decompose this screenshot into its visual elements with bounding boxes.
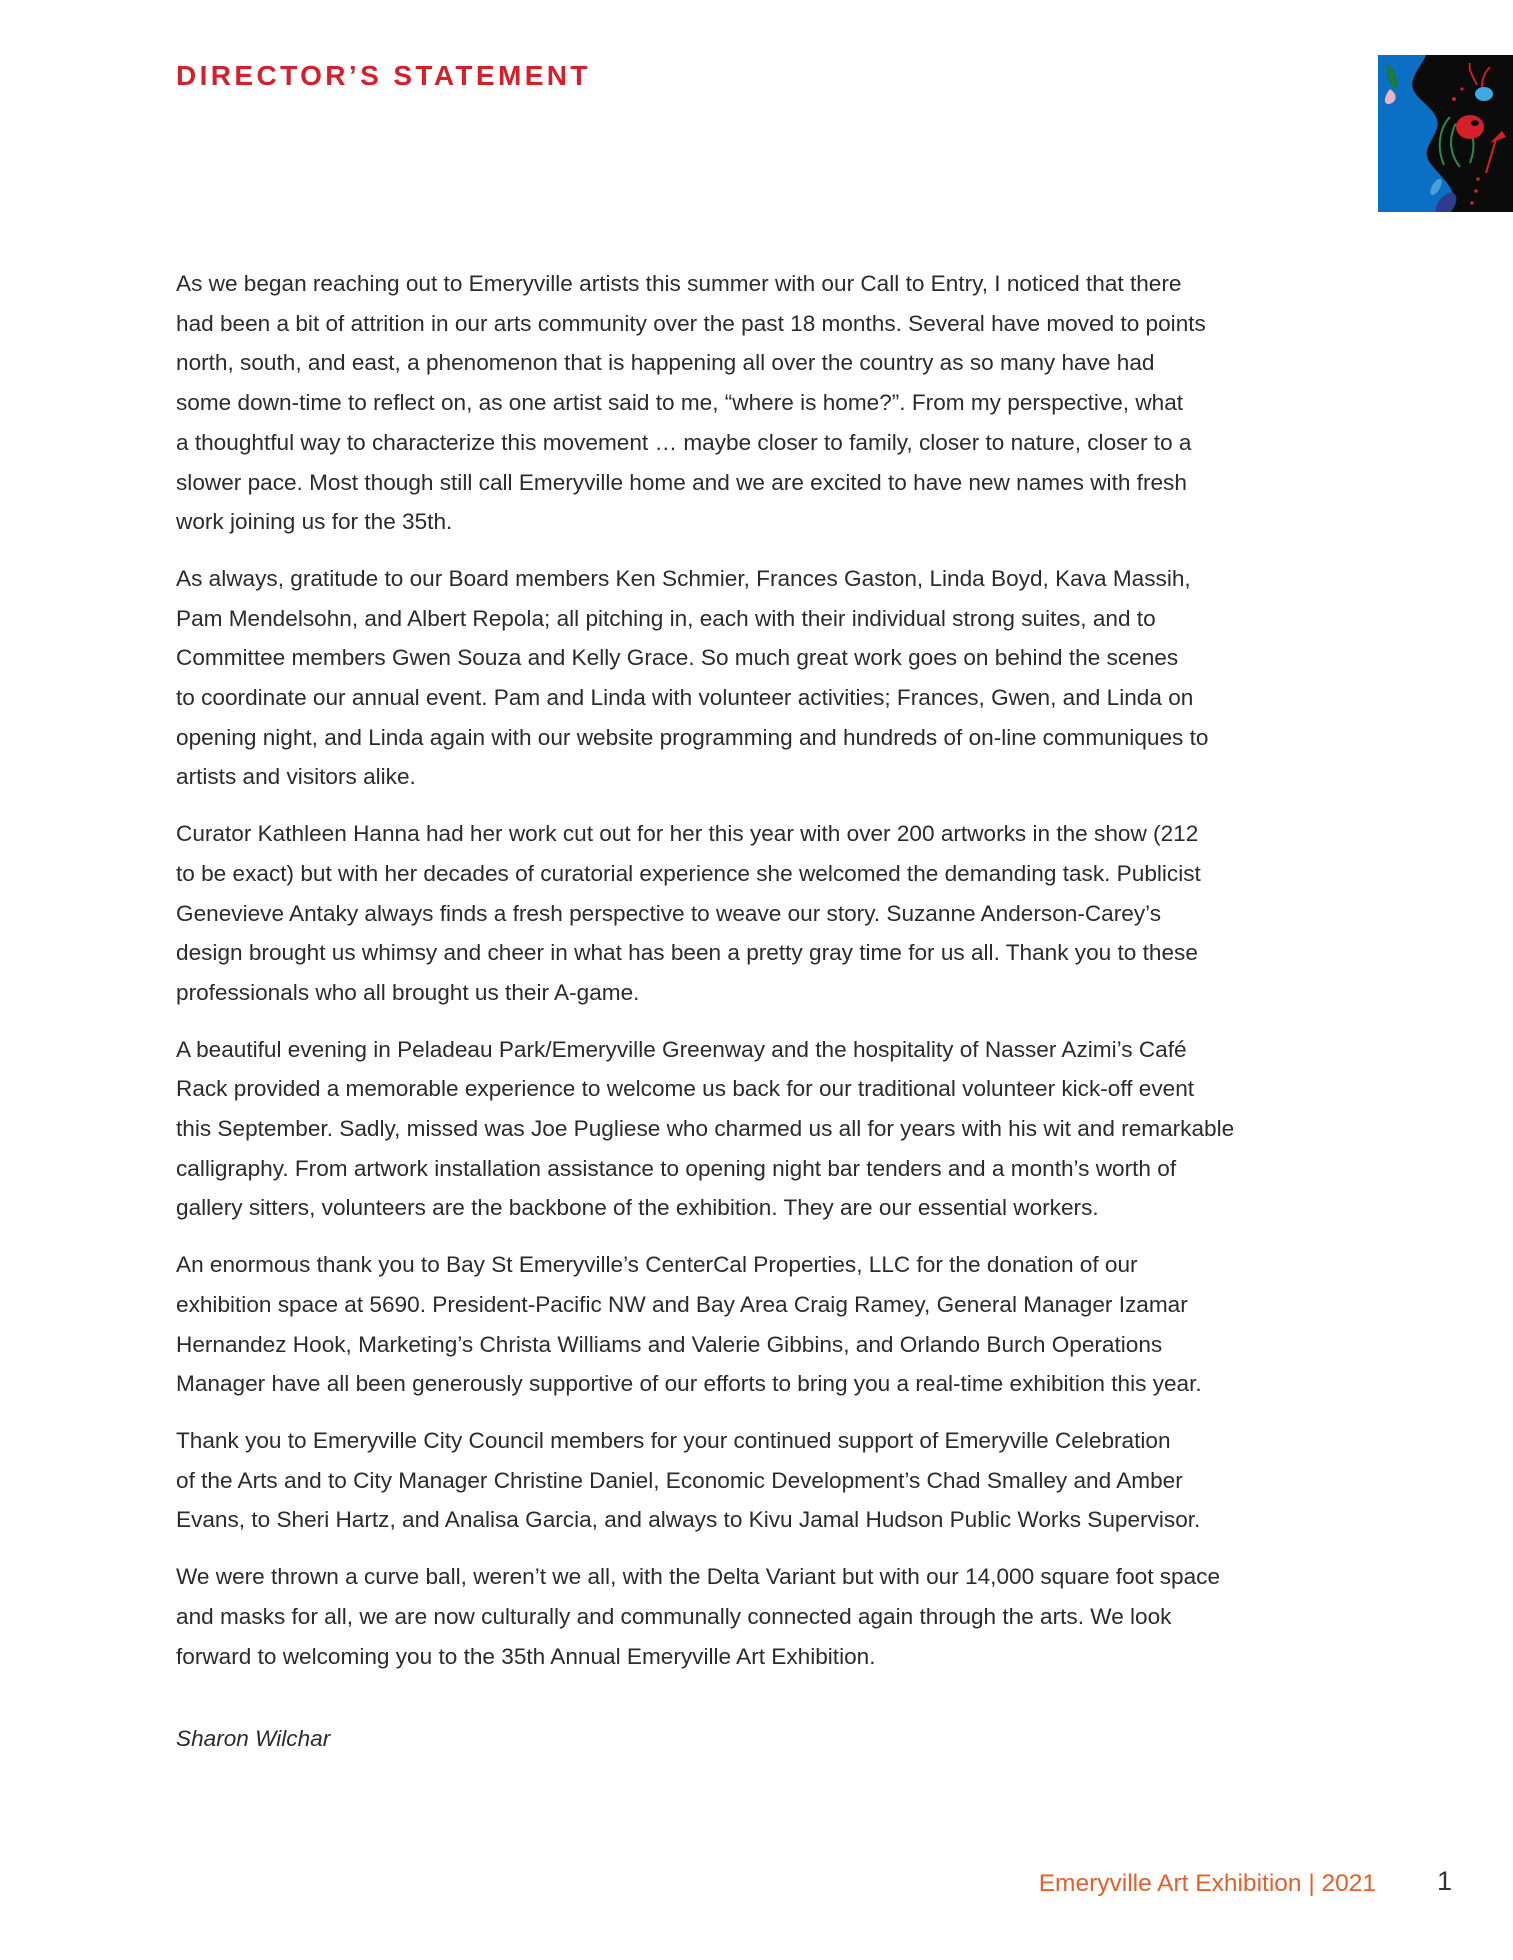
text-line: gallery sitters, volunteers are the backbone of the exhibition. They are our essential workers. xyxy=(176,1195,1099,1221)
text-line: Committee members Gwen Souza and Kelly Grace. So much great work goes on behind the scenes xyxy=(176,645,1179,671)
paragraph xyxy=(176,814,1326,1013)
text-line: to coordinate our annual event. Pam and Linda with volunteer activities; Frances, Gwen, and Linda on xyxy=(176,685,1194,711)
signature: Sharon Wilchar xyxy=(176,1726,331,1751)
text-line: We were thrown a curve ball, weren’t we all, with the Delta Variant but with our 14,000 square foot space xyxy=(176,1564,1221,1590)
text-line: Thank you to Emeryville City Council members for your continued support of Emeryville Celebration xyxy=(176,1427,1171,1453)
text-line: work joining us for the 35th. xyxy=(176,509,453,535)
paragraph xyxy=(176,1557,1326,1676)
text-line: design brought us whimsy and cheer in what has been a pretty gray time for us all. Thank you to these xyxy=(176,940,1198,966)
statement-body xyxy=(176,264,1326,1693)
paragraph xyxy=(176,1245,1326,1404)
text-line: An enormous thank you to Bay St Emeryville’s CenterCal Properties, LLC for the donation of our xyxy=(176,1252,1138,1278)
footer-title: Emeryville Art Exhibition | 2021 xyxy=(1038,1870,1376,1897)
paragraph xyxy=(176,264,1326,542)
text-line: professionals who all brought us their A-game. xyxy=(176,979,640,1005)
text-line: As always, gratitude to our Board members Ken Schmier, Frances Gaston, Linda Boyd, Kava Massih, xyxy=(176,565,1191,591)
text-line: north, south, and east, a phenomenon that is happening all over the country as so many have had xyxy=(176,350,1155,376)
text-line: and masks for all, we are now culturally and communally connected again through the arts. We look xyxy=(176,1603,1172,1629)
text-line: opening night, and Linda again with our website programming and hundreds of on-line communiques to xyxy=(176,724,1209,750)
text-line: Evans, to Sheri Hartz, and Analisa Garcia, and always to Kivu Jamal Hudson Public Works Supervisor. xyxy=(176,1507,1201,1533)
paragraph xyxy=(176,1421,1326,1540)
text-line: Genevieve Antaky always finds a fresh perspective to weave our story. Suzanne Anderson-Carey’s xyxy=(176,900,1162,926)
text-line: Hernandez Hook, Marketing’s Christa Williams and Valerie Gibbins, and Orlando Burch Operations xyxy=(176,1331,1163,1357)
text-line: some down-time to reflect on, as one artist said to me, “where is home?”. From my perspective, what xyxy=(176,390,1184,416)
text-line: calligraphy. From artwork installation assistance to opening night bar tenders and a month’s worth of xyxy=(176,1155,1177,1181)
page-title: DIRECTOR’S STATEMENT xyxy=(176,60,591,91)
text-line: Curator Kathleen Hanna had her work cut out for her this year with over 200 artworks in the show (212 xyxy=(176,821,1199,847)
text-line: slower pace. Most though still call Emeryville home and we are excited to have new names with fresh xyxy=(176,469,1187,495)
paragraph xyxy=(176,1030,1326,1229)
text-line: had been a bit of attrition in our arts community over the past 18 months. Several have moved to points xyxy=(176,310,1206,336)
text-line: exhibition space at 5690. President-Pacific NW and Bay Area Craig Ramey, General Manager Izamar xyxy=(176,1291,1188,1317)
text-line: Manager have all been generously supportive of our efforts to bring you a real-time exhibition this year. xyxy=(176,1371,1202,1397)
text-line: Pam Mendelsohn, and Albert Repola; all pitching in, each with their individual strong suites, and to xyxy=(176,605,1156,631)
text-line: artists and visitors alike. xyxy=(176,764,416,790)
text-line: forward to welcoming you to the 35th Annual Emeryville Art Exhibition. xyxy=(176,1643,876,1669)
abstract-artwork-icon xyxy=(1378,55,1513,212)
page-number: 1 xyxy=(1437,1866,1453,1896)
text-line: to be exact) but with her decades of curatorial experience she welcomed the demanding task. Publicist xyxy=(176,860,1201,886)
text-line: A beautiful evening in Peladeau Park/Emeryville Greenway and the hospitality of Nasser Azimi’s Café xyxy=(176,1036,1187,1062)
text-line: a thoughtful way to characterize this movement … maybe closer to family, closer to nature, closer to a xyxy=(176,429,1192,455)
text-line: this September. Sadly, missed was Joe Pugliese who charmed us all for years with his wit and remarkable xyxy=(176,1116,1235,1142)
text-line: of the Arts and to City Manager Christine Daniel, Economic Development’s Chad Smalley and Amber xyxy=(176,1467,1183,1493)
text-line: As we began reaching out to Emeryville artists this summer with our Call to Entry, I noticed that there xyxy=(176,271,1182,296)
text-line: Rack provided a memorable experience to welcome us back for our traditional volunteer kick-off event xyxy=(176,1076,1195,1102)
paragraph xyxy=(176,559,1326,797)
